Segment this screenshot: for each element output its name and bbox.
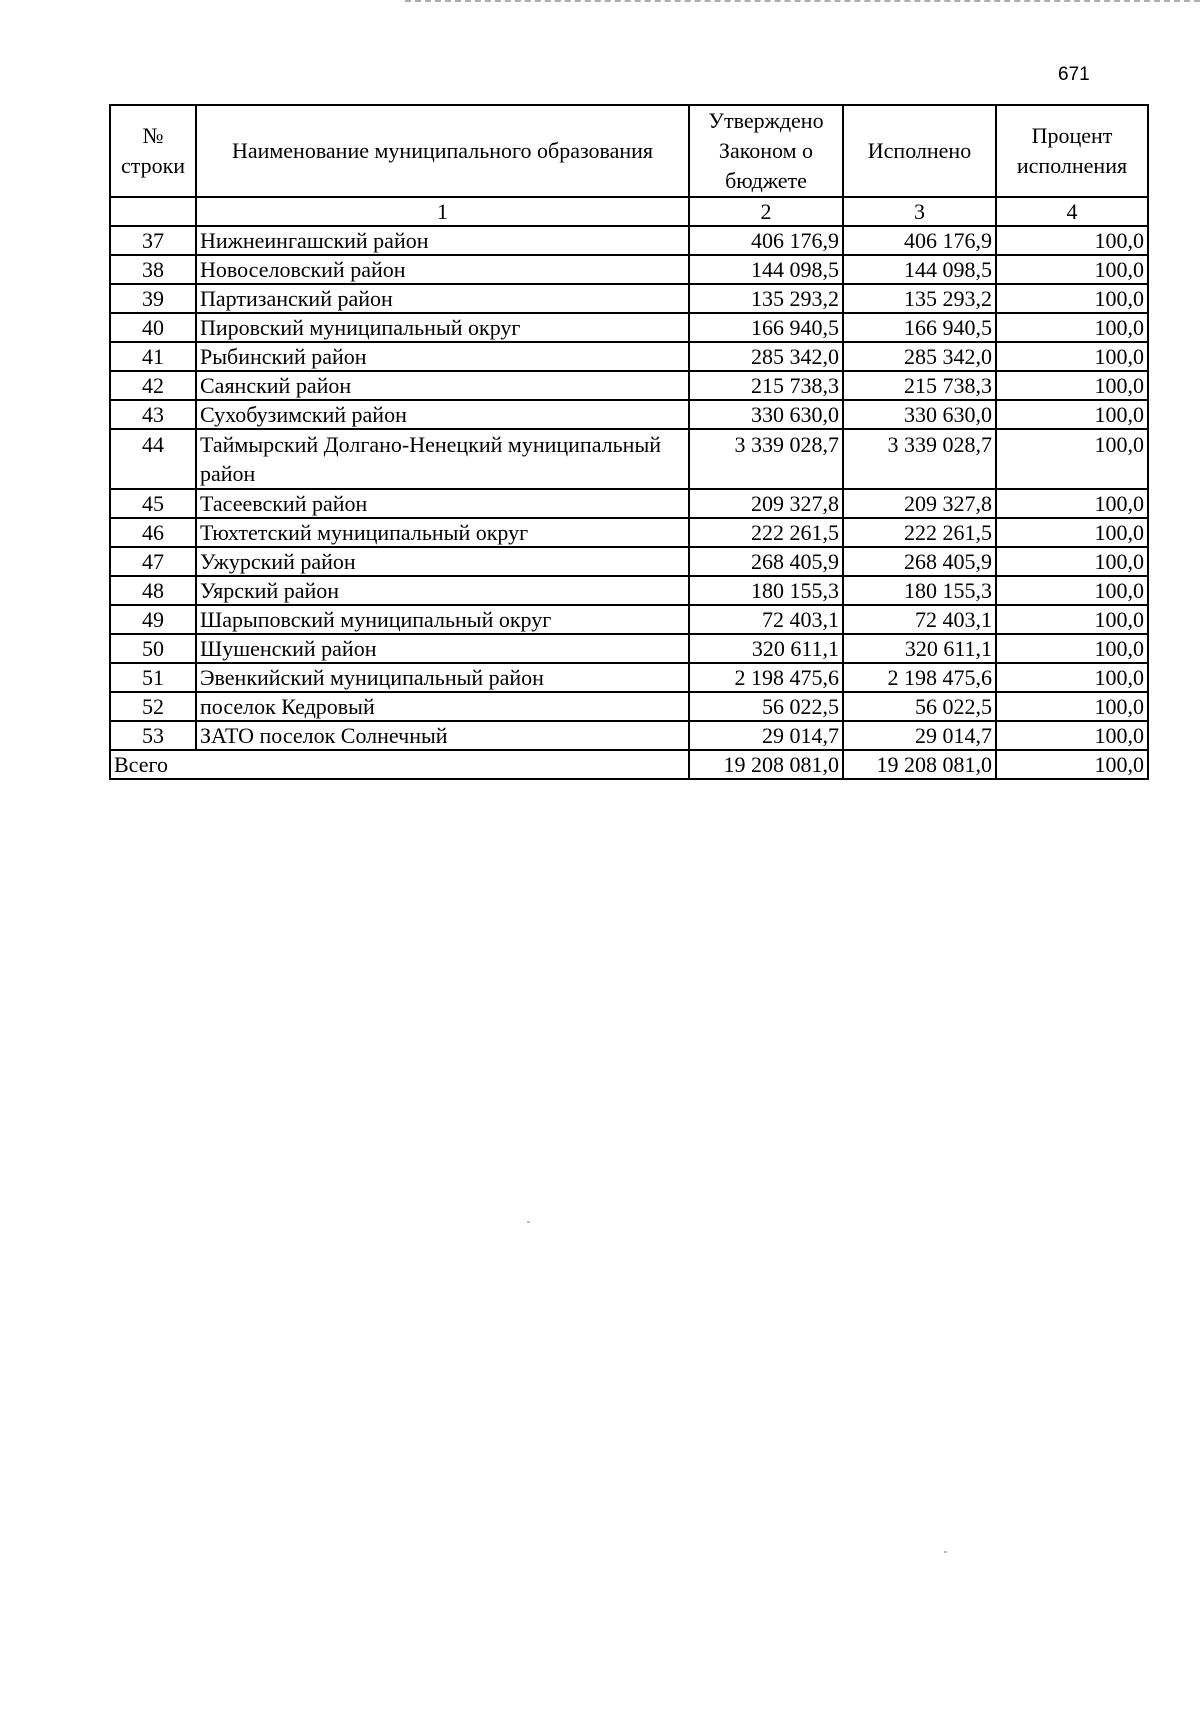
row-number-cell: 40 <box>110 313 196 342</box>
percent-cell: 100,0 <box>996 634 1148 663</box>
table-row <box>110 284 1148 313</box>
approved-cell: 406 176,9 <box>689 226 843 255</box>
total-approved-cell: 19 208 081,0 <box>689 750 843 779</box>
executed-cell: 209 327,8 <box>843 489 996 518</box>
municipality-name-cell: поселок Кедровый <box>196 692 689 721</box>
executed-cell: 285 342,0 <box>843 342 996 371</box>
table-row <box>110 489 1148 518</box>
municipality-name-cell: Шарыповский муниципальный округ <box>196 605 689 634</box>
table-row <box>110 663 1148 692</box>
approved-cell: 320 611,1 <box>689 634 843 663</box>
approved-cell: 222 261,5 <box>689 518 843 547</box>
executed-cell: 215 738,3 <box>843 371 996 400</box>
table-row <box>110 313 1148 342</box>
executed-cell: 268 405,9 <box>843 547 996 576</box>
row-number-cell: 52 <box>110 692 196 721</box>
approved-cell: 215 738,3 <box>689 371 843 400</box>
header-execution-percent: Процент исполнения <box>996 105 1148 197</box>
municipality-name-cell: Тасеевский район <box>196 489 689 518</box>
table-row <box>110 371 1148 400</box>
executed-cell: 144 098,5 <box>843 255 996 284</box>
page-number: 671 <box>1058 64 1090 85</box>
approved-cell: 268 405,9 <box>689 547 843 576</box>
scan-edge-artifact <box>405 0 1200 8</box>
approved-cell: 135 293,2 <box>689 284 843 313</box>
executed-cell: 166 940,5 <box>843 313 996 342</box>
municipality-name-cell: Саянский район <box>196 371 689 400</box>
row-number-cell: 41 <box>110 342 196 371</box>
row-number-cell: 38 <box>110 255 196 284</box>
executed-cell: 222 261,5 <box>843 518 996 547</box>
percent-cell: 100,0 <box>996 255 1148 284</box>
municipality-name-cell: Уярский район <box>196 576 689 605</box>
percent-cell: 100,0 <box>996 692 1148 721</box>
percent-cell: 100,0 <box>996 547 1148 576</box>
executed-cell: 406 176,9 <box>843 226 996 255</box>
approved-cell: 330 630,0 <box>689 400 843 429</box>
municipality-name-cell: Партизанский район <box>196 284 689 313</box>
municipality-name-cell: Тюхтетский муниципальный округ <box>196 518 689 547</box>
row-number-cell: 53 <box>110 721 196 750</box>
table-row <box>110 605 1148 634</box>
executed-cell: 72 403,1 <box>843 605 996 634</box>
executed-cell: 135 293,2 <box>843 284 996 313</box>
approved-cell: 72 403,1 <box>689 605 843 634</box>
scan-speck <box>527 1221 530 1223</box>
row-number-cell: 48 <box>110 576 196 605</box>
percent-cell: 100,0 <box>996 576 1148 605</box>
column-number-cell: 2 <box>689 197 843 226</box>
percent-cell: 100,0 <box>996 429 1148 489</box>
municipality-name-cell: Таймырский Долгано-Ненецкий муниципальный район <box>196 429 689 489</box>
row-number-cell: 46 <box>110 518 196 547</box>
row-number-cell: 45 <box>110 489 196 518</box>
municipality-name-cell: Эвенкийский муниципальный район <box>196 663 689 692</box>
budget-execution-table <box>109 104 1149 780</box>
municipality-name-cell: Нижнеингашский район <box>196 226 689 255</box>
column-number-cell: 1 <box>196 197 689 226</box>
municipality-name-cell: Сухобузимский район <box>196 400 689 429</box>
approved-cell: 56 022,5 <box>689 692 843 721</box>
municipality-name-cell: ЗАТО поселок Солнечный <box>196 721 689 750</box>
column-number-row <box>110 197 1148 226</box>
total-row <box>110 750 1148 779</box>
approved-cell: 2 198 475,6 <box>689 663 843 692</box>
percent-cell: 100,0 <box>996 284 1148 313</box>
municipality-name-cell: Шушенский район <box>196 634 689 663</box>
table-header-row <box>110 105 1148 197</box>
percent-cell: 100,0 <box>996 313 1148 342</box>
executed-cell: 3 339 028,7 <box>843 429 996 489</box>
table-row <box>110 692 1148 721</box>
total-executed-cell: 19 208 081,0 <box>843 750 996 779</box>
approved-cell: 166 940,5 <box>689 313 843 342</box>
executed-cell: 56 022,5 <box>843 692 996 721</box>
percent-cell: 100,0 <box>996 400 1148 429</box>
executed-cell: 29 014,7 <box>843 721 996 750</box>
column-number-cell: 4 <box>996 197 1148 226</box>
total-label: Всего <box>110 750 689 779</box>
executed-cell: 330 630,0 <box>843 400 996 429</box>
row-number-cell: 49 <box>110 605 196 634</box>
approved-cell: 209 327,8 <box>689 489 843 518</box>
percent-cell: 100,0 <box>996 605 1148 634</box>
table-row <box>110 634 1148 663</box>
approved-cell: 144 098,5 <box>689 255 843 284</box>
approved-cell: 3 339 028,7 <box>689 429 843 489</box>
table-row <box>110 547 1148 576</box>
row-number-cell: 51 <box>110 663 196 692</box>
table-row <box>110 576 1148 605</box>
table-row <box>110 342 1148 371</box>
column-number-cell <box>110 197 196 226</box>
table-row <box>110 721 1148 750</box>
municipality-name-cell: Новоселовский район <box>196 255 689 284</box>
approved-cell: 285 342,0 <box>689 342 843 371</box>
total-percent-cell: 100,0 <box>996 750 1148 779</box>
column-number-cell: 3 <box>843 197 996 226</box>
executed-cell: 320 611,1 <box>843 634 996 663</box>
header-row-number: № строки <box>110 105 196 197</box>
percent-cell: 100,0 <box>996 663 1148 692</box>
row-number-cell: 50 <box>110 634 196 663</box>
table-row <box>110 400 1148 429</box>
executed-cell: 2 198 475,6 <box>843 663 996 692</box>
municipality-name-cell: Ужурский район <box>196 547 689 576</box>
table-row <box>110 429 1148 489</box>
row-number-cell: 37 <box>110 226 196 255</box>
header-approved-by-law: Утверждено Законом о бюджете <box>689 105 843 197</box>
percent-cell: 100,0 <box>996 342 1148 371</box>
municipality-name-cell: Рыбинский район <box>196 342 689 371</box>
row-number-cell: 43 <box>110 400 196 429</box>
row-number-cell: 42 <box>110 371 196 400</box>
percent-cell: 100,0 <box>996 226 1148 255</box>
row-number-cell: 44 <box>110 429 196 489</box>
executed-cell: 180 155,3 <box>843 576 996 605</box>
percent-cell: 100,0 <box>996 371 1148 400</box>
table-row <box>110 518 1148 547</box>
percent-cell: 100,0 <box>996 518 1148 547</box>
approved-cell: 180 155,3 <box>689 576 843 605</box>
municipality-name-cell: Пировский муниципальный округ <box>196 313 689 342</box>
header-municipality-name: Наименование муниципального образования <box>196 105 689 197</box>
row-number-cell: 47 <box>110 547 196 576</box>
table-row <box>110 255 1148 284</box>
scan-speck <box>944 1551 947 1553</box>
percent-cell: 100,0 <box>996 489 1148 518</box>
table-row <box>110 226 1148 255</box>
header-executed: Исполнено <box>843 105 996 197</box>
approved-cell: 29 014,7 <box>689 721 843 750</box>
row-number-cell: 39 <box>110 284 196 313</box>
percent-cell: 100,0 <box>996 721 1148 750</box>
